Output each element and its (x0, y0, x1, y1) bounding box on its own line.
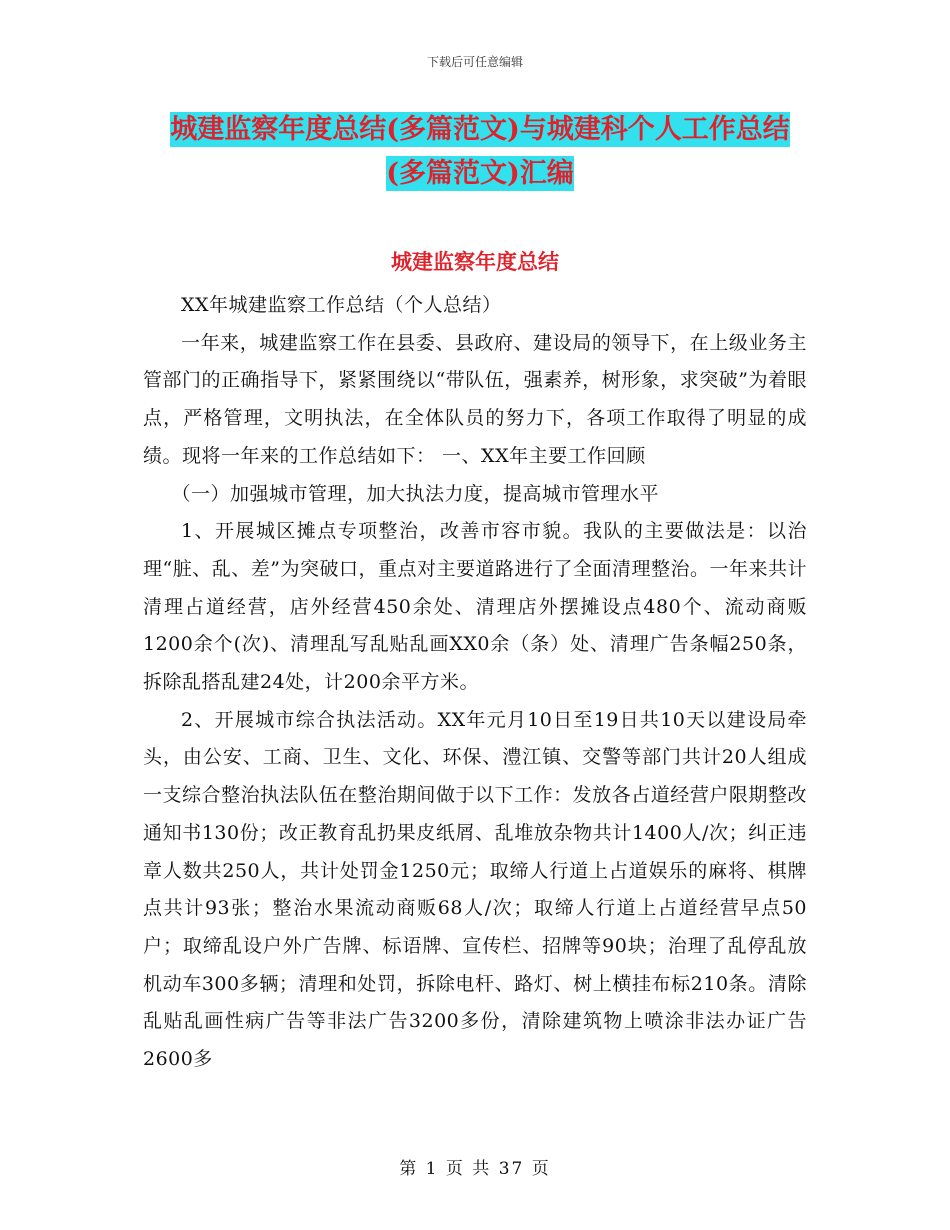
paragraph-subtitle: XX年城建监察工作总结（个人总结） (181, 294, 502, 316)
document-title-line-2 (140, 154, 820, 194)
paragraph-item-2: 2、开展城市综合执法活动。XX年元月10日至19日共10天以建设局牵头，由公安、工商、卫生、文化、环保、澧江镇、交警等部门共计20人组成一支综合整治执法队伍在整治期间做于以下工作：发放各占道经营户限期整改通知书130份；改正教育乱扔果皮纸屑、乱堆放杂物共计1400人/次；纠正违章人数共250人，共计处罚金1250元；取缔人行道上占道娱乐的麻将、棋牌点共计93张；整治水果流动商贩68人/次；取缔人行道上占道经营早点50户；取缔乱设户外广告牌、标语牌、宣传栏、招牌等90块；治理了乱停乱放机动车300多辆；清理和处罚，拆除电杆、路灯、树上横挂布标210条。清除乱贴乱画性病广告等非法广告3200多份，清除建筑物上喷涂非法办证广告2600多 (143, 708, 807, 1071)
document-body (143, 287, 807, 1079)
page-number: 第 1 页 共 37 页 (399, 1159, 551, 1179)
document-title-text-2: (多篇范文)汇编 (386, 158, 574, 189)
section-heading: 城建监察年度总结 (391, 249, 559, 274)
paragraph-item-1: 1、开展城区摊点专项整治，改善市容市貌。我队的主要做法是：以治理“脏、乱、差”为突破口，重点对主要道路进行了全面清理整治。一年来共计清理占道经营，店外经营450余处、清理店外摆摊设点480个、流动商贩1200余个(次)、清理乱写乱贴乱画XX0余（条）处、清理广告条幅250条，拆除乱搭乱建24处，计200余平方米。 (143, 520, 807, 694)
paragraph-subheading: （一）加强城市管理，加大执法力度，提高城市管理水平 (171, 482, 660, 505)
document-title-text-1: 城建监察年度总结(多篇范文)与城建科个人工作总结 (170, 114, 790, 145)
paragraph-intro: 一年来，城建监察工作在县委、县政府、建设局的领导下，在上级业务主管部门的正确指导下，紧紧围绕以“带队伍，强素养，树形象，求突破”为着眼点，严格管理，文明执法，在全体队员的努力下，各项工作取得了明显的成绩。现将一年来的工作总结如下： 一、XX年主要工作回顾 (143, 331, 807, 467)
page-header-note: 下载后可任意编辑 (426, 55, 523, 69)
document-title-line-1 (140, 110, 820, 150)
